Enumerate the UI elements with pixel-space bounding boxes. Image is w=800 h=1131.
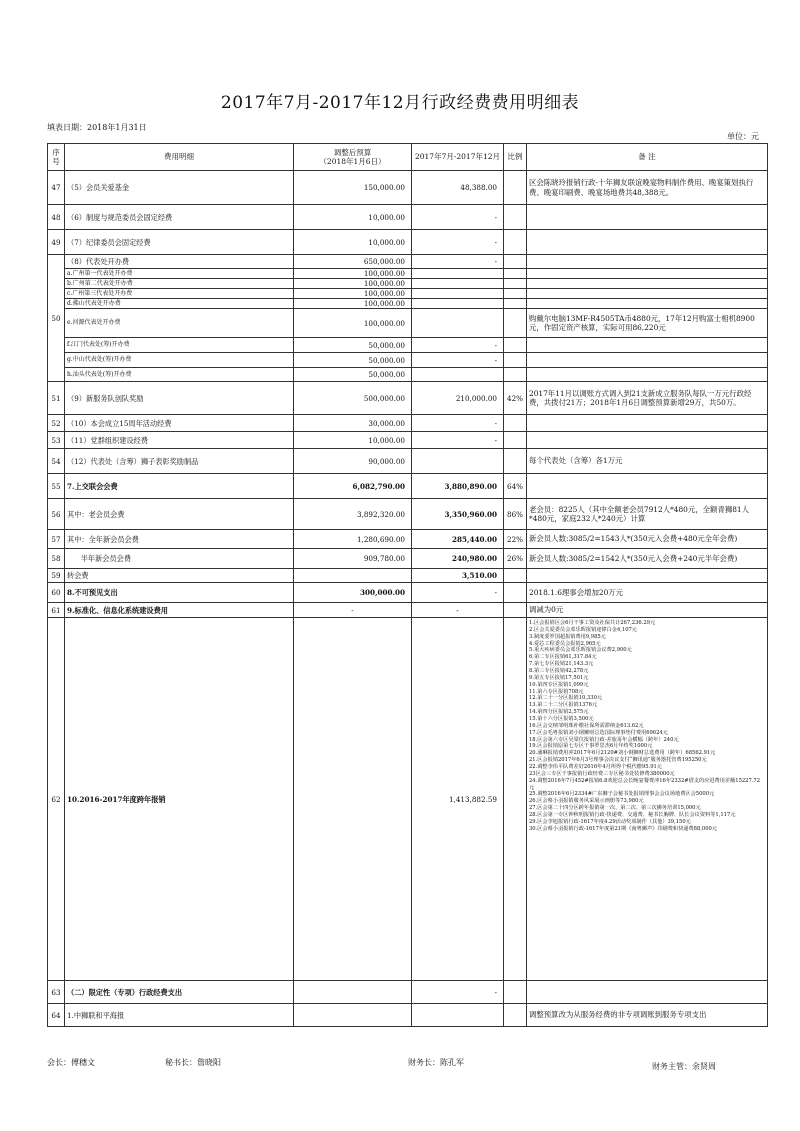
- row-note: 老会员：8225人（其中全额老会员7912人*480元，全额青狮81人*480元，家庭232人*240元）计算: [527, 499, 768, 530]
- row-budget: 3,892,320.00: [294, 499, 412, 530]
- row-actual: 1,413,882.59: [412, 618, 504, 981]
- row-budget: 500,000.00: [294, 382, 412, 415]
- row-budget: 100,000.00: [294, 299, 412, 309]
- header-actual: 2017年7月-2017年12月: [412, 144, 504, 171]
- list-item: 10.第四专区报销1,099元: [529, 681, 589, 688]
- row-item: 其中：全年新会员会费: [65, 530, 294, 549]
- row-item: （11）党群组织建设经费: [65, 432, 294, 449]
- row-actual: -: [412, 583, 504, 603]
- row-actual: [412, 299, 504, 309]
- row-item: （9）新服务队创队奖励: [65, 382, 294, 415]
- header-no: 序号: [48, 144, 65, 171]
- list-item: 17.区会毛粤报销刘小钢狮财总选国际理事垫付费用69624元: [529, 729, 668, 736]
- row-item: （8）代表处开办费: [65, 255, 294, 269]
- list-item: 24.调整2016年7月452#报销6.8欢迎总会长晚宴餐费冲16年2332#借支的应进费用差额15227.72元: [529, 777, 761, 791]
- row-budget: 100,000.00: [294, 279, 412, 289]
- list-item: 16.区会交纳邹明珠补缴社保所需滞纳金613.62元: [529, 722, 644, 729]
- row-budget: 10,000.00: [294, 205, 412, 230]
- header-ratio: 比例: [504, 144, 527, 171]
- row-actual: -: [412, 603, 504, 618]
- row-note: [527, 289, 768, 299]
- unit-label: 单位：元: [727, 132, 759, 141]
- row-actual: [412, 368, 504, 382]
- row-ratio: [504, 603, 527, 618]
- table-row: [48, 309, 768, 338]
- row-note: 调整预算改为从服务经费的非专项调账到服务专项支出: [527, 1004, 768, 1027]
- row-item: d.佛山代表处开办费: [65, 299, 294, 309]
- list-item: 3.制度委罗国超报销费用9,985元: [529, 633, 606, 640]
- row-note: 区会陈晓玲报销行政-十年狮友联谊晚宴物料制作费用、晚宴策划执行费、晚宴印刷费、晚宴场地费共48,388元。: [527, 171, 768, 205]
- row-no: 61: [48, 603, 65, 618]
- row-no: 64: [48, 1004, 65, 1027]
- row-note: [527, 269, 768, 279]
- row-no: 57: [48, 530, 65, 549]
- row-actual: -: [412, 205, 504, 230]
- row-ratio: 22%: [504, 530, 527, 549]
- table-row: [48, 1004, 768, 1027]
- row-item: 8.不可预见支出: [65, 583, 294, 603]
- row-ratio: [504, 171, 527, 205]
- list-item: 18.区会第六专区吴棠仪报销行政-差旅哥年会横幅（跨年）240元: [529, 736, 679, 743]
- row-item: c.广州第三代表处开办费: [65, 289, 294, 299]
- row-actual: -: [412, 338, 504, 353]
- row-note: [527, 415, 768, 432]
- header-item: 费用明细: [65, 144, 294, 171]
- row-actual: 210,000.00: [412, 382, 504, 415]
- row-note: [527, 432, 768, 449]
- list-item: 23区会三专区干事报销行政经费三专区秘书处装修费380000元: [529, 770, 675, 777]
- row-no: 51: [48, 382, 65, 415]
- row-item: （12）代表处（含筹）狮子表彰奖励制品: [65, 449, 294, 474]
- list-item: 5.重大疾病委员会邓乐晖报销会议费2,900元: [529, 647, 632, 654]
- row-item: （7）纪律委员会固定经费: [65, 230, 294, 255]
- table-row: [48, 530, 768, 549]
- row-no: 49: [48, 230, 65, 255]
- footer-finance-head: 财务主管：余贤周: [652, 1062, 716, 1071]
- row-note: [527, 230, 768, 255]
- list-item: 21.区会报销2017年6月3号理事会决议支付“狮讯通”服务器托管费195250元: [529, 757, 707, 764]
- row-item: h.汕头代表处(筹)开办费: [65, 368, 294, 382]
- table-row: [48, 368, 768, 382]
- row-no: 47: [48, 171, 65, 205]
- row-note: [527, 569, 768, 583]
- row-item: 9.标准化、信息化系统建设费用: [65, 603, 294, 618]
- list-item: 7.第七专区报销21,143.3元: [529, 661, 594, 668]
- row-note: 2018.1.6理事会增加20万元: [527, 583, 768, 603]
- row-actual: 240,980.00: [412, 549, 504, 569]
- row-no: 62: [48, 618, 65, 981]
- row-actual: [412, 309, 504, 338]
- row-actual: 285,440.00: [412, 530, 504, 549]
- row-note: [527, 368, 768, 382]
- row-actual: [412, 269, 504, 279]
- row-ratio: 42%: [504, 382, 527, 415]
- table-row: [48, 549, 768, 569]
- row-item: （6）制度与规范委员会固定经费: [65, 205, 294, 230]
- row-no: 54: [48, 449, 65, 474]
- row-ratio: [504, 415, 527, 432]
- table-row: [48, 618, 768, 981]
- table-row: [48, 289, 768, 299]
- row-ratio: 26%: [504, 549, 527, 569]
- row-note: 新会员人数:3085/2=1542人*(350元入会费+240元半年会费): [527, 549, 768, 569]
- row-note: [527, 338, 768, 353]
- row-actual: 3,510.00: [412, 569, 504, 583]
- row-ratio: [504, 618, 527, 981]
- row-ratio: 64%: [504, 474, 527, 499]
- row-ratio: [504, 230, 527, 255]
- table-row: [48, 171, 768, 205]
- list-item: 14.第四分区报销2,575元: [529, 709, 589, 716]
- row-note: 购戴尔电脑13MF-R4505TA币4880元，17年12月购富士相机8900元，作固定资产核算，实际可用86,220元: [527, 309, 768, 338]
- row-actual: [412, 279, 504, 289]
- row-no: 59: [48, 569, 65, 583]
- row-item: g.中山代表处(筹)开办费: [65, 353, 294, 368]
- row-item: f.江门代表处(筹)开办费: [65, 338, 294, 353]
- row-item: b.广州第二代表处开办费: [65, 279, 294, 289]
- row-no: 50: [48, 255, 65, 382]
- row-ratio: [504, 449, 527, 474]
- row-actual: -: [412, 230, 504, 255]
- list-item: 1.区会报销区会6月干事工资及社保共计267,236.29元: [529, 620, 656, 626]
- row-budget: 50,000.00: [294, 338, 412, 353]
- row-budget: 50,000.00: [294, 353, 412, 368]
- row-note: [527, 353, 768, 368]
- row-no: 60: [48, 583, 65, 603]
- table-row: [48, 279, 768, 289]
- row-budget: 6,082,790.00: [294, 474, 412, 499]
- row-ratio: [504, 583, 527, 603]
- row-ratio: 86%: [504, 499, 527, 530]
- footer-secretary: 秘书长：詹晓阳: [165, 1058, 221, 1067]
- row-actual: [412, 1004, 504, 1027]
- row-item: （5）会员关爱基金: [65, 171, 294, 205]
- row-budget: 50,000.00: [294, 368, 412, 382]
- row-ratio: [504, 205, 527, 230]
- row-actual: -: [412, 981, 504, 1004]
- list-item: 19.区会报销原第七专区干事罗思杰6月年终奖1000元: [529, 743, 653, 750]
- table-row: [48, 255, 768, 269]
- list-item: 22.调整李伟平队费差好2016年4月所得个税代缴95.91元: [529, 764, 662, 771]
- table-row: [48, 338, 768, 353]
- row-budget: 10,000.00: [294, 432, 412, 449]
- row-note: [527, 279, 768, 289]
- row-actual: [412, 449, 504, 474]
- list-item: 15.第十六分区报销3,500元: [529, 716, 594, 723]
- row-item: 10.2016-2017年度跨年报销: [65, 618, 294, 981]
- list-item: 6.第二专区报销61,317.84元: [529, 654, 597, 661]
- list-item: 20.潘琳报销费用冲2017年6月2120#刘小钢狮财总选费用（跨年）68562.91元: [529, 750, 716, 757]
- table-row: [48, 269, 768, 279]
- row-no: 48: [48, 205, 65, 230]
- row-item: 转会费: [65, 569, 294, 583]
- row-item: （二）限定性（专项）行政经费支出: [65, 981, 294, 1004]
- row-actual: 48,388.00: [412, 171, 504, 205]
- row-note: 每个代表处（含筹）各1万元: [527, 449, 768, 474]
- table-row: [48, 353, 768, 368]
- row-ratio: [504, 981, 527, 1004]
- row-budget: 100,000.00: [294, 289, 412, 299]
- expense-table: [47, 143, 768, 1027]
- row-note: [527, 474, 768, 499]
- row-no: 63: [48, 981, 65, 1004]
- row-no: 56: [48, 499, 65, 530]
- row-note: [527, 255, 768, 269]
- list-item: 26.区会蔡小羽报销服务风采展示画册等73,980元: [529, 798, 644, 805]
- table-header: [48, 144, 768, 171]
- table-row: [48, 499, 768, 530]
- list-item: 9.第五专区报销17,501元: [529, 674, 589, 681]
- row-ratio: [504, 569, 527, 583]
- row-budget: 100,000.00: [294, 269, 412, 279]
- row-note: [527, 981, 768, 1004]
- row-no: 52: [48, 415, 65, 432]
- table-row: [48, 382, 768, 415]
- row-note: 新会员人数:3085/2=1543人*(350元入会费+480元全年会费): [527, 530, 768, 549]
- row-budget: 30,000.00: [294, 415, 412, 432]
- row-note: 2017年11月以调账方式调入到21支新成立服务队每队一万元行政经费，共拨付21万；2018年1月6日调整预算新增29万，共50万。: [527, 382, 768, 415]
- row-budget: 90,000.00: [294, 449, 412, 474]
- row-item: 1.中狮联和平海报: [65, 1004, 294, 1027]
- list-item: 12.第二十一分区报销10,330元: [529, 695, 603, 702]
- table-row: [48, 432, 768, 449]
- list-item: 25.调整2016年6月2334#广东狮子会秘书处报销理事会会议场地费区会5000元: [529, 791, 715, 798]
- list-item: 30.区会蔡小羽报销行政-1617年度第21期《南粤狮声》印刷费和快递费88,000元: [529, 825, 718, 832]
- row-note: 调减为0元: [527, 603, 768, 618]
- list-item: 8.第三专区报销42,278元: [529, 668, 589, 675]
- table-row: [48, 230, 768, 255]
- row-budget: -: [294, 603, 412, 618]
- table-row: [48, 415, 768, 432]
- row-budget: [294, 1004, 412, 1027]
- header-note: 备 注: [527, 144, 768, 171]
- table-row: [48, 981, 768, 1004]
- row-budget: 300,000.00: [294, 583, 412, 603]
- list-item: 4.爱芯工程委员会报销2,965元: [529, 640, 601, 647]
- list-item: 13.第二十二分区报销1376元: [529, 702, 598, 709]
- row-item: 7.上交联会会费: [65, 474, 294, 499]
- row-actual: [412, 289, 504, 299]
- table-row: [48, 205, 768, 230]
- row-actual: -: [412, 432, 504, 449]
- header-budget: 调整后预算 （2018年1月6日）: [294, 144, 412, 171]
- table-row: [48, 299, 768, 309]
- row-ratio: [504, 432, 527, 449]
- list-item: 2.区会关爱委员会邓乐晖报销途偉白金4,107元: [529, 626, 637, 633]
- row-budget: [294, 618, 412, 981]
- reimbursement-note-list: [527, 618, 768, 981]
- row-note: [527, 205, 768, 230]
- table-row: [48, 449, 768, 474]
- row-item: e.河源代表处开办费: [65, 309, 294, 338]
- row-actual: -: [412, 255, 504, 269]
- row-note: [527, 299, 768, 309]
- list-item: 11.第六专区报销708元: [529, 688, 584, 695]
- row-budget: 150,000.00: [294, 171, 412, 205]
- row-no: 53: [48, 432, 65, 449]
- page-title: 2017年7月-2017年12月行政经费费用明细表: [220, 93, 580, 113]
- row-actual: -: [412, 353, 504, 368]
- list-item: 27.区会第二十四分区跨年报销第一次、第二次、第三次狮务培训15,000元: [529, 805, 701, 812]
- row-actual: -: [412, 415, 504, 432]
- table-row: [48, 569, 768, 583]
- row-budget: 1,280,690.00: [294, 530, 412, 549]
- footer-treasurer: 财务长：陈孔军: [408, 1058, 464, 1067]
- table-row: [48, 583, 768, 603]
- row-item: 半年新会员会费: [65, 549, 294, 569]
- row-budget: [294, 569, 412, 583]
- row-budget: 100,000.00: [294, 309, 412, 338]
- row-budget: [294, 981, 412, 1004]
- row-budget: 650,000.00: [294, 255, 412, 269]
- footer-president: 会长：傅穗文: [47, 1058, 95, 1067]
- row-actual: 3,880,890.00: [412, 474, 504, 499]
- row-item: （10）本会成立15周年活动经费: [65, 415, 294, 432]
- table-row: [48, 603, 768, 618]
- table-row: [48, 474, 768, 499]
- row-no: 55: [48, 474, 65, 499]
- row-ratio: [504, 1004, 527, 1027]
- row-actual: 3,350,960.00: [412, 499, 504, 530]
- row-item: a.广州第一代表处开办费: [65, 269, 294, 279]
- row-no: 58: [48, 549, 65, 569]
- row-budget: 909,780.00: [294, 549, 412, 569]
- row-item: 其中：老会员会费: [65, 499, 294, 530]
- list-item: 29.区会李旭报销行政-1617年度4.29活动奖项制作（其他）39,150元: [529, 818, 691, 825]
- row-budget: 10,000.00: [294, 230, 412, 255]
- list-item: 28.区会第一专区钟秋明报销行政-快递费、交通费、秘书长胸牌、队长会议资料等1,117元: [529, 812, 736, 819]
- fill-date: 填表日期：2018年1月31日: [47, 123, 147, 132]
